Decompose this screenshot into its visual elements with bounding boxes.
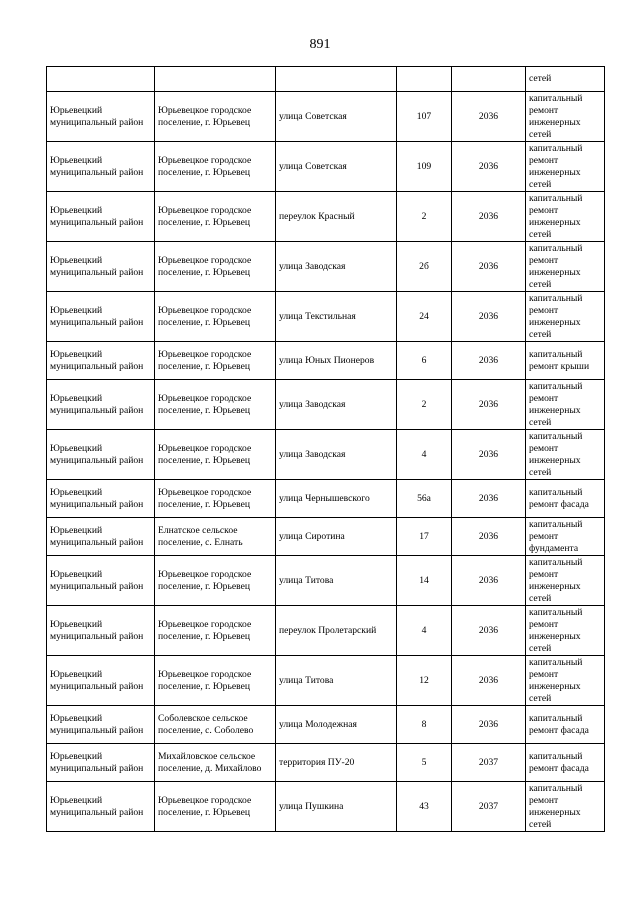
house-number-cell: 43 [397, 782, 452, 832]
street-cell: улица Чернышевского [276, 480, 397, 518]
street-cell: улица Текстильная [276, 292, 397, 342]
district-cell: Юрьевецкий муниципальный район [47, 480, 155, 518]
street-cell: улица Пушкина [276, 782, 397, 832]
street-cell: улица Сиротина [276, 518, 397, 556]
settlement-cell: Юрьевецкое городское поселение, г. Юрьевец [155, 556, 276, 606]
street-cell: улица Молодежная [276, 706, 397, 744]
district-cell [47, 67, 155, 92]
table-row [47, 480, 605, 518]
table-body [47, 67, 605, 832]
table-row [47, 430, 605, 480]
work-type-cell: капитальный ремонт фасада [526, 480, 605, 518]
table-row [47, 656, 605, 706]
year-cell: 2036 [452, 242, 526, 292]
year-cell: 2036 [452, 142, 526, 192]
district-cell: Юрьевецкий муниципальный район [47, 242, 155, 292]
housing-repair-table [46, 66, 605, 832]
table-row [47, 92, 605, 142]
table-row [47, 292, 605, 342]
district-cell: Юрьевецкий муниципальный район [47, 142, 155, 192]
house-number-cell: 2 [397, 192, 452, 242]
table-row [47, 782, 605, 832]
street-cell: улица Титова [276, 556, 397, 606]
table-row [47, 518, 605, 556]
year-cell: 2036 [452, 480, 526, 518]
house-number-cell: 5 [397, 744, 452, 782]
house-number-cell: 6 [397, 342, 452, 380]
year-cell: 2036 [452, 342, 526, 380]
house-number-cell: 24 [397, 292, 452, 342]
house-number-cell: 107 [397, 92, 452, 142]
district-cell: Юрьевецкий муниципальный район [47, 556, 155, 606]
work-type-cell: капитальный ремонт инженерных сетей [526, 656, 605, 706]
year-cell: 2036 [452, 656, 526, 706]
settlement-cell: Михайловское сельское поселение, д. Михайлово [155, 744, 276, 782]
work-type-cell: капитальный ремонт инженерных сетей [526, 92, 605, 142]
district-cell: Юрьевецкий муниципальный район [47, 92, 155, 142]
table-row [47, 242, 605, 292]
street-cell: улица Юных Пионеров [276, 342, 397, 380]
house-number-cell: 17 [397, 518, 452, 556]
year-cell: 2036 [452, 292, 526, 342]
year-cell: 2036 [452, 706, 526, 744]
year-cell: 2037 [452, 782, 526, 832]
house-number-cell [397, 67, 452, 92]
year-cell: 2036 [452, 380, 526, 430]
year-cell: 2036 [452, 606, 526, 656]
year-cell: 2036 [452, 518, 526, 556]
house-number-cell: 8 [397, 706, 452, 744]
settlement-cell: Юрьевецкое городское поселение, г. Юрьевец [155, 480, 276, 518]
table-row [47, 744, 605, 782]
table-row [47, 192, 605, 242]
settlement-cell: Елнатское сельское поселение, с. Елнать [155, 518, 276, 556]
table-row [47, 706, 605, 744]
house-number-cell: 12 [397, 656, 452, 706]
district-cell: Юрьевецкий муниципальный район [47, 380, 155, 430]
year-cell: 2036 [452, 192, 526, 242]
district-cell: Юрьевецкий муниципальный район [47, 782, 155, 832]
work-type-cell: капитальный ремонт инженерных сетей [526, 242, 605, 292]
district-cell: Юрьевецкий муниципальный район [47, 430, 155, 480]
house-number-cell: 56а [397, 480, 452, 518]
table-row [47, 67, 605, 92]
district-cell: Юрьевецкий муниципальный район [47, 342, 155, 380]
settlement-cell: Юрьевецкое городское поселение, г. Юрьевец [155, 142, 276, 192]
street-cell: улица Советская [276, 92, 397, 142]
work-type-cell: сетей [526, 67, 605, 92]
table-row [47, 142, 605, 192]
district-cell: Юрьевецкий муниципальный район [47, 656, 155, 706]
district-cell: Юрьевецкий муниципальный район [47, 706, 155, 744]
settlement-cell: Юрьевецкое городское поселение, г. Юрьевец [155, 342, 276, 380]
work-type-cell: капитальный ремонт фасада [526, 744, 605, 782]
street-cell: улица Заводская [276, 242, 397, 292]
street-cell: улица Титова [276, 656, 397, 706]
work-type-cell: капитальный ремонт инженерных сетей [526, 142, 605, 192]
settlement-cell: Юрьевецкое городское поселение, г. Юрьевец [155, 430, 276, 480]
district-cell: Юрьевецкий муниципальный район [47, 292, 155, 342]
work-type-cell: капитальный ремонт крыши [526, 342, 605, 380]
work-type-cell: капитальный ремонт фасада [526, 706, 605, 744]
house-number-cell: 4 [397, 430, 452, 480]
settlement-cell: Юрьевецкое городское поселение, г. Юрьевец [155, 92, 276, 142]
house-number-cell: 109 [397, 142, 452, 192]
district-cell: Юрьевецкий муниципальный район [47, 744, 155, 782]
settlement-cell [155, 67, 276, 92]
work-type-cell: капитальный ремонт инженерных сетей [526, 606, 605, 656]
district-cell: Юрьевецкий муниципальный район [47, 518, 155, 556]
year-cell: 2037 [452, 744, 526, 782]
street-cell: территория ПУ-20 [276, 744, 397, 782]
work-type-cell: капитальный ремонт инженерных сетей [526, 292, 605, 342]
district-cell: Юрьевецкий муниципальный район [47, 192, 155, 242]
settlement-cell: Юрьевецкое городское поселение, г. Юрьевец [155, 292, 276, 342]
page-number: 891 [309, 37, 331, 52]
street-cell [276, 67, 397, 92]
settlement-cell: Юрьевецкое городское поселение, г. Юрьевец [155, 656, 276, 706]
district-cell: Юрьевецкий муниципальный район [47, 606, 155, 656]
settlement-cell: Юрьевецкое городское поселение, г. Юрьевец [155, 606, 276, 656]
street-cell: переулок Пролетарский [276, 606, 397, 656]
house-number-cell: 14 [397, 556, 452, 606]
house-number-cell: 4 [397, 606, 452, 656]
year-cell [452, 67, 526, 92]
settlement-cell: Юрьевецкое городское поселение, г. Юрьевец [155, 242, 276, 292]
table-row [47, 606, 605, 656]
work-type-cell: капитальный ремонт инженерных сетей [526, 430, 605, 480]
table-row [47, 556, 605, 606]
settlement-cell: Соболевское сельское поселение, с. Соболево [155, 706, 276, 744]
work-type-cell: капитальный ремонт инженерных сетей [526, 556, 605, 606]
work-type-cell: капитальный ремонт инженерных сетей [526, 782, 605, 832]
house-number-cell: 2б [397, 242, 452, 292]
settlement-cell: Юрьевецкое городское поселение, г. Юрьевец [155, 192, 276, 242]
street-cell: улица Советская [276, 142, 397, 192]
year-cell: 2036 [452, 92, 526, 142]
work-type-cell: капитальный ремонт инженерных сетей [526, 380, 605, 430]
street-cell: улица Заводская [276, 430, 397, 480]
year-cell: 2036 [452, 430, 526, 480]
street-cell: переулок Красный [276, 192, 397, 242]
work-type-cell: капитальный ремонт фундамента [526, 518, 605, 556]
street-cell: улица Заводская [276, 380, 397, 430]
settlement-cell: Юрьевецкое городское поселение, г. Юрьевец [155, 380, 276, 430]
table-row [47, 380, 605, 430]
table-row [47, 342, 605, 380]
year-cell: 2036 [452, 556, 526, 606]
work-type-cell: капитальный ремонт инженерных сетей [526, 192, 605, 242]
settlement-cell: Юрьевецкое городское поселение, г. Юрьевец [155, 782, 276, 832]
house-number-cell: 2 [397, 380, 452, 430]
